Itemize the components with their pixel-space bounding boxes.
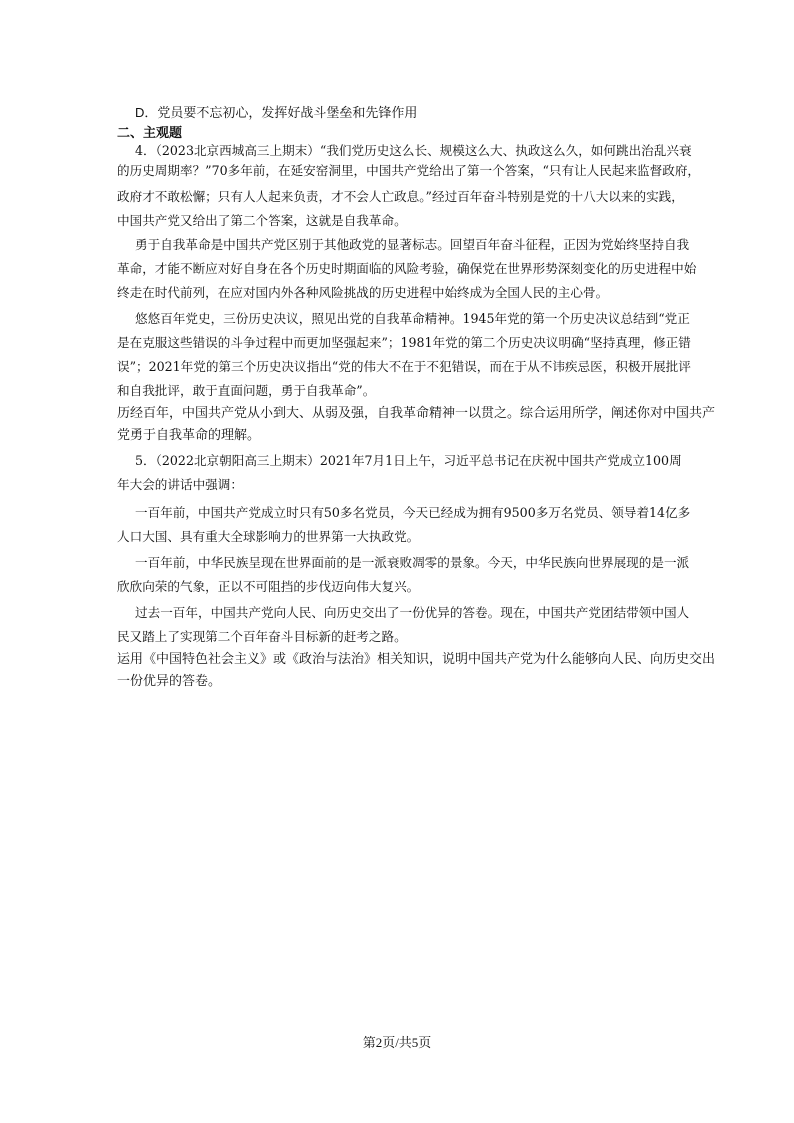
q5-para4-line-2: 民又踏上了实现第二个百年奋斗目标新的赶考之路。 bbox=[117, 629, 407, 644]
q5-line-1: 5．（2022北京朝阳高三上期末）2021年7月1日上午，习近平总书记在庆祝中国共产党成立100周 bbox=[135, 453, 682, 468]
q5-question-line-1: 运用《中国特色社会主义》或《政治与法治》相关知识，说明中国共产党为什么能够向人民、向历史交出 bbox=[117, 651, 716, 666]
q4-para3-line-1: 悠悠百年党史，三份历史决议，照见出党的自我革命精神。1945年党的第一个历史决议总结到“党正 bbox=[135, 311, 690, 326]
q5-question-line-2: 一份优异的答卷。 bbox=[117, 673, 222, 688]
q4-para2-line-3: 终走在时代前列，在应对国内外各种风险挑战的历史进程中始终成为全国人民的主心骨。 bbox=[117, 285, 609, 300]
q4-para2-line-1: 勇于自我革命是中国共产党区别于其他政党的显著标志。回望百年奋斗征程，正因为党始终坚持自我 bbox=[135, 237, 690, 252]
section-title: 二、主观题 bbox=[117, 125, 183, 140]
q4-para3-line-4: 和自我批评，敢于直面问题，勇于自我革命”。 bbox=[117, 383, 376, 398]
q4-line-1: 4．（2023北京西城高三上期末）“我们党历史这么长、规模这么大、执政这么久，如何跳出治乱兴衰 bbox=[135, 143, 692, 158]
q4-line-4: 中国共产党又给出了第二个答案，这就是自我革命。 bbox=[117, 213, 407, 228]
q5-para3-line-2: 欣欣向荣的气象，正以不可阻挡的步伐迈向伟大复兴。 bbox=[117, 579, 420, 594]
q5-line-2: 年大会的讲话中强调： bbox=[117, 477, 243, 492]
q5-para3-line-1: 一百年前，中华民族呈现在世界面前的是一派衰败凋零的景象。今天，中华民族向世界展现的是一派 bbox=[135, 555, 690, 570]
q4-question-line-1: 历经百年，中国共产党从小到大、从弱及强，自我革命精神一以贯之。综合运用所学，阐述你对中国共产 bbox=[117, 405, 716, 420]
option-d: D．党员要不忘初心，发挥好战斗堡垒和先锋作用 bbox=[135, 105, 418, 120]
q4-question-line-2: 党勇于自我革命的理解。 bbox=[117, 427, 261, 442]
q5-para4-line-1: 过去一百年，中国共产党向人民、向历史交出了一份优异的答卷。现在，中国共产党团结带领中国人 bbox=[135, 605, 690, 620]
q4-para3-line-3: 误”；2021年党的第三个历史决议指出“党的伟大不在于不犯错误，而在于从不讳疾忌医，积极开展批评 bbox=[117, 359, 691, 374]
q4-line-3: 政府才不敢松懈；只有人人起来负责，才不会人亡政息。”经过百年奋斗特别是党的十八大以来的实践， bbox=[117, 189, 684, 204]
page-footer: 第2页/共5页 bbox=[362, 1035, 432, 1050]
q4-line-2: 的历史周期率？”70多年前，在延安窑洞里，中国共产党给出了第一个答案，“只有让人民起来监督政府， bbox=[117, 163, 701, 178]
q5-para2-line-1: 一百年前，中国共产党成立时只有50多名党员，今天已经成为拥有9500多万名党员、领导着14亿多 bbox=[135, 505, 691, 520]
q4-para3-line-2: 是在克服这些错误的斗争过程中而更加坚强起来”；1981年党的第二个历史决议明确“坚持真理，修正错 bbox=[117, 335, 691, 350]
q4-para2-line-2: 革命，才能不断应对好自身在各个历史时期面临的风险考验，确保党在世界形势深刻变化的历史进程中始 bbox=[117, 261, 697, 276]
q5-para2-line-2: 人口大国、具有重大全球影响力的世界第一大执政党。 bbox=[117, 529, 420, 544]
